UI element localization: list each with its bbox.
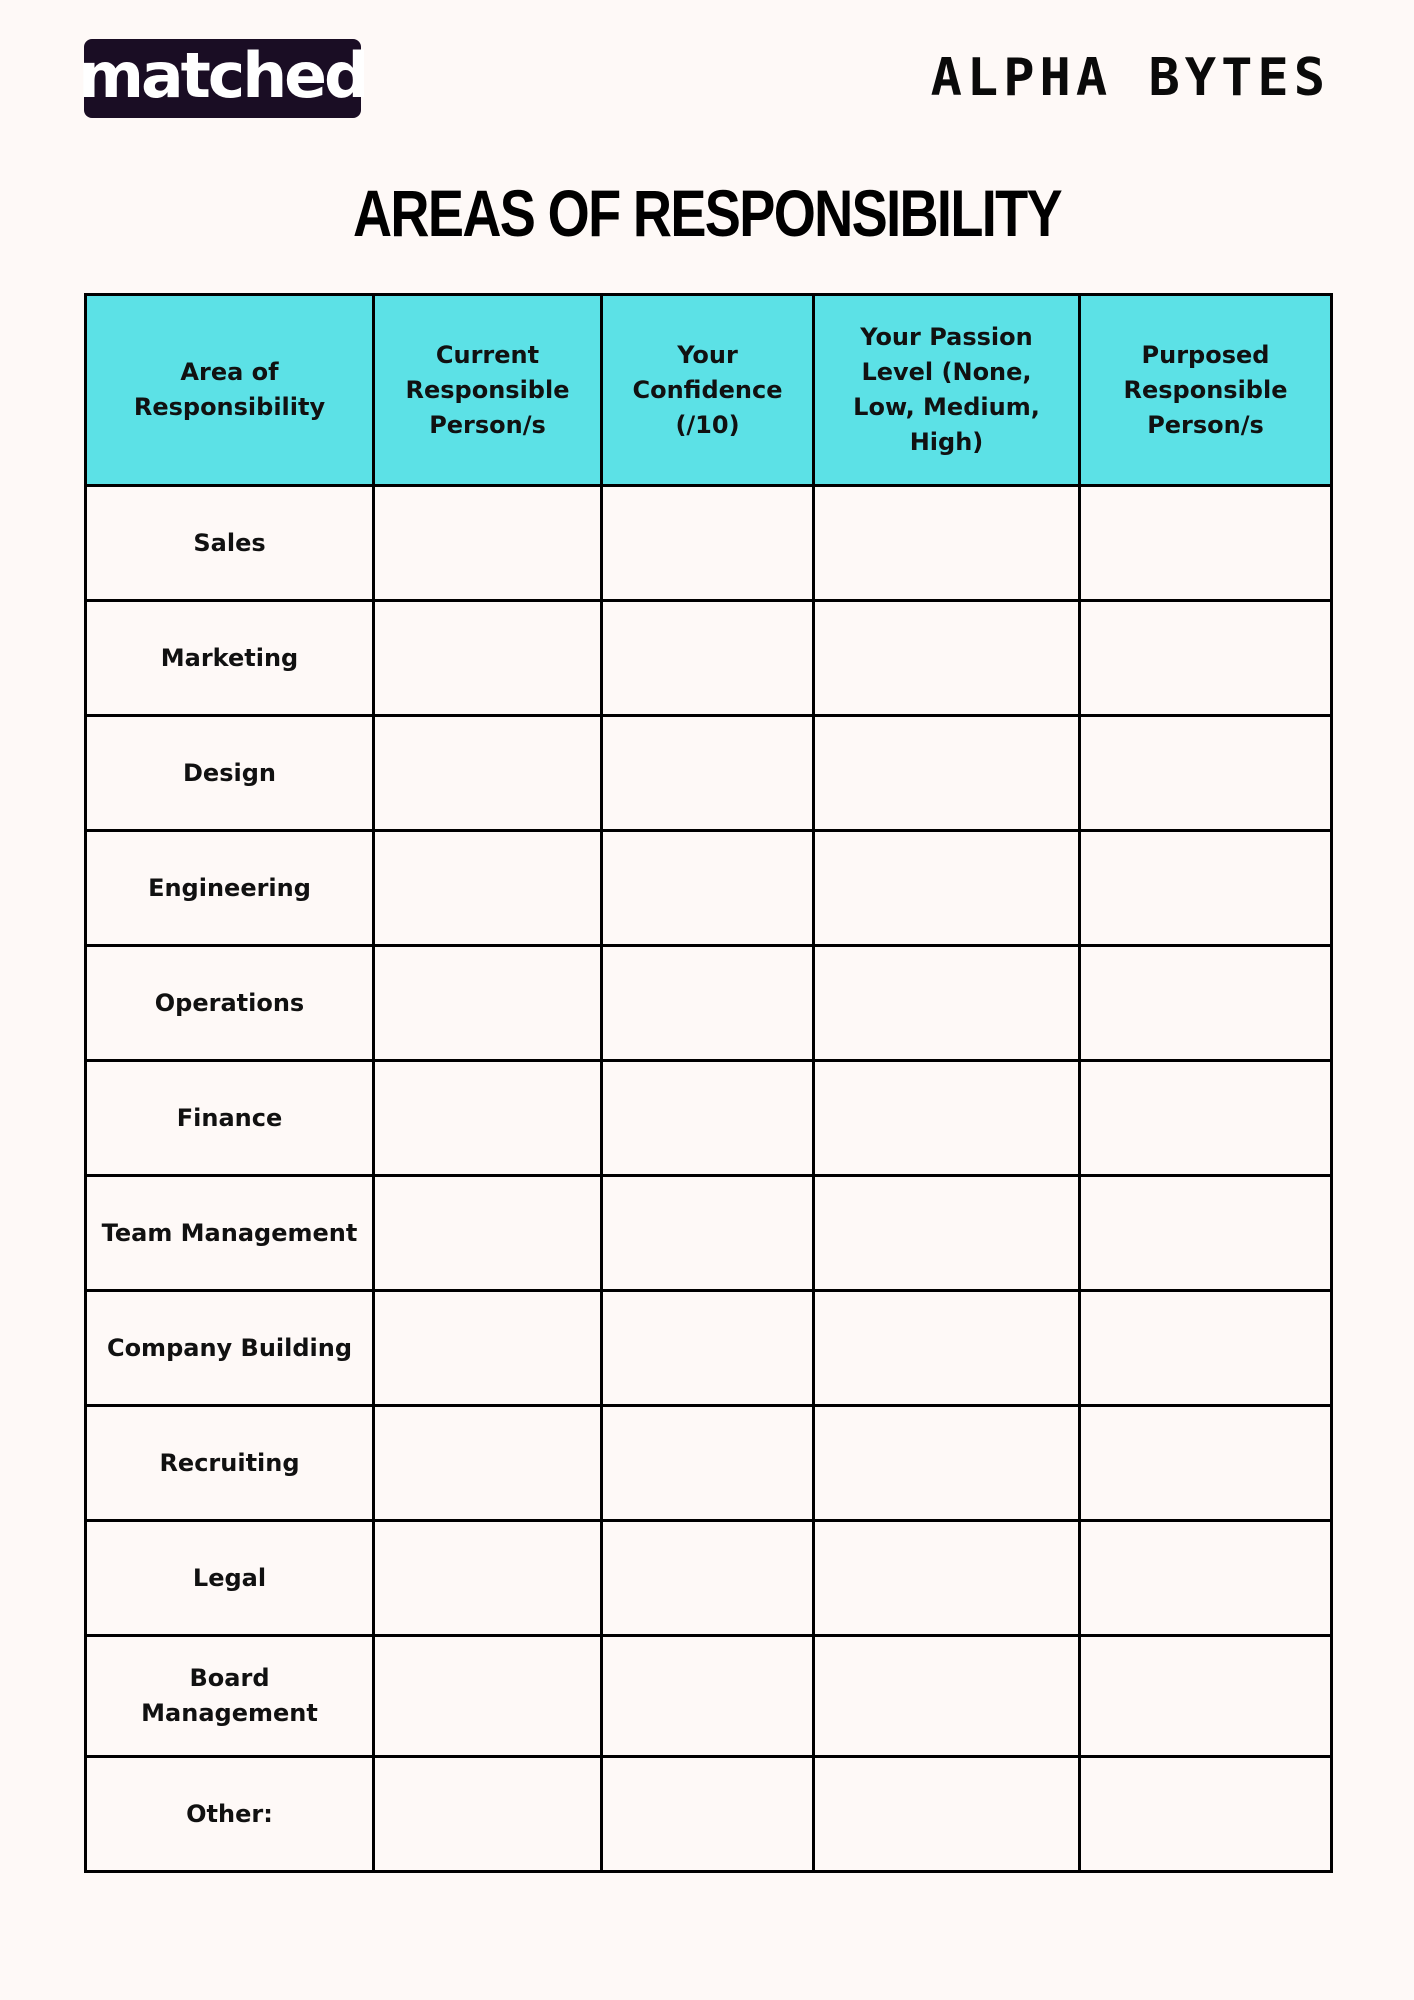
table-row: [86, 601, 1332, 716]
cell-confidence[interactable]: [602, 1291, 814, 1406]
cell-purposed-responsible[interactable]: [1080, 716, 1332, 831]
cell-purposed-responsible[interactable]: [1080, 486, 1332, 601]
table-row: [86, 1757, 1332, 1872]
cell-confidence[interactable]: [602, 1521, 814, 1636]
row-label-engineering: Engineering: [86, 831, 374, 946]
cell-confidence[interactable]: [602, 716, 814, 831]
cell-passion-level[interactable]: [814, 1176, 1080, 1291]
cell-purposed-responsible[interactable]: [1080, 1636, 1332, 1757]
row-label-operations: Operations: [86, 946, 374, 1061]
cell-confidence[interactable]: [602, 946, 814, 1061]
cell-passion-level[interactable]: [814, 1291, 1080, 1406]
row-label-marketing: Marketing: [86, 601, 374, 716]
row-label-board-management: Board Management: [86, 1636, 374, 1757]
header-area-of-responsibility: Area of Responsibility: [86, 295, 374, 486]
cell-purposed-responsible[interactable]: [1080, 1061, 1332, 1176]
cell-confidence[interactable]: [602, 1176, 814, 1291]
cell-current-responsible[interactable]: [374, 486, 602, 601]
table-row: [86, 831, 1332, 946]
table-row: [86, 1521, 1332, 1636]
cell-purposed-responsible[interactable]: [1080, 1176, 1332, 1291]
cell-passion-level[interactable]: [814, 601, 1080, 716]
cell-current-responsible[interactable]: [374, 1636, 602, 1757]
cell-passion-level[interactable]: [814, 486, 1080, 601]
cell-purposed-responsible[interactable]: [1080, 831, 1332, 946]
cell-passion-level[interactable]: [814, 716, 1080, 831]
cell-confidence[interactable]: [602, 486, 814, 601]
cell-passion-level[interactable]: [814, 946, 1080, 1061]
row-label-finance: Finance: [86, 1061, 374, 1176]
cell-purposed-responsible[interactable]: [1080, 601, 1332, 716]
header-purposed-responsible: Purposed Responsible Person/s: [1080, 295, 1332, 486]
cell-current-responsible[interactable]: [374, 831, 602, 946]
cell-current-responsible[interactable]: [374, 946, 602, 1061]
row-label-legal: Legal: [86, 1521, 374, 1636]
cell-current-responsible[interactable]: [374, 1521, 602, 1636]
cell-confidence[interactable]: [602, 1406, 814, 1521]
cell-purposed-responsible[interactable]: [1080, 1291, 1332, 1406]
table-row: [86, 486, 1332, 601]
table-header-row: [86, 295, 1332, 486]
table-row: [86, 946, 1332, 1061]
row-label-team-management: Team Management: [86, 1176, 374, 1291]
table-row: [86, 1291, 1332, 1406]
logo-text: matched: [78, 38, 367, 112]
cell-passion-level[interactable]: [814, 1521, 1080, 1636]
cell-confidence[interactable]: [602, 1636, 814, 1757]
cell-passion-level[interactable]: [814, 1406, 1080, 1521]
cell-current-responsible[interactable]: [374, 1176, 602, 1291]
header-confidence: Your Confidence (/10): [602, 295, 814, 486]
cell-confidence[interactable]: [602, 1757, 814, 1872]
row-label-other: Other:: [86, 1757, 374, 1872]
alpha-bytes-brand: ALPHA BYTES: [930, 48, 1330, 108]
cell-current-responsible[interactable]: [374, 601, 602, 716]
page-title: AREAS OF RESPONSIBILITY: [352, 176, 1062, 250]
cell-current-responsible[interactable]: [374, 1291, 602, 1406]
cell-confidence[interactable]: [602, 831, 814, 946]
table-row: [86, 716, 1332, 831]
matched-logo: [78, 38, 367, 118]
cell-purposed-responsible[interactable]: [1080, 946, 1332, 1061]
table-row: [86, 1636, 1332, 1757]
cell-purposed-responsible[interactable]: [1080, 1521, 1332, 1636]
header-passion-level: Your Passion Level (None, Low, Medium, High): [814, 295, 1080, 486]
table-row: [86, 1176, 1332, 1291]
row-label-recruiting: Recruiting: [86, 1406, 374, 1521]
table-row: [86, 1061, 1332, 1176]
cell-purposed-responsible[interactable]: [1080, 1406, 1332, 1521]
cell-passion-level[interactable]: [814, 1636, 1080, 1757]
cell-confidence[interactable]: [602, 1061, 814, 1176]
cell-passion-level[interactable]: [814, 1757, 1080, 1872]
header-current-responsible: Current Responsible Person/s: [374, 295, 602, 486]
cell-current-responsible[interactable]: [374, 716, 602, 831]
row-label-company-building: Company Building: [86, 1291, 374, 1406]
table-row: [86, 1406, 1332, 1521]
responsibility-table: [84, 293, 1333, 1873]
cell-passion-level[interactable]: [814, 831, 1080, 946]
cell-passion-level[interactable]: [814, 1061, 1080, 1176]
cell-current-responsible[interactable]: [374, 1757, 602, 1872]
cell-current-responsible[interactable]: [374, 1061, 602, 1176]
cell-current-responsible[interactable]: [374, 1406, 602, 1521]
cell-confidence[interactable]: [602, 601, 814, 716]
cell-purposed-responsible[interactable]: [1080, 1757, 1332, 1872]
row-label-sales: Sales: [86, 486, 374, 601]
row-label-design: Design: [86, 716, 374, 831]
